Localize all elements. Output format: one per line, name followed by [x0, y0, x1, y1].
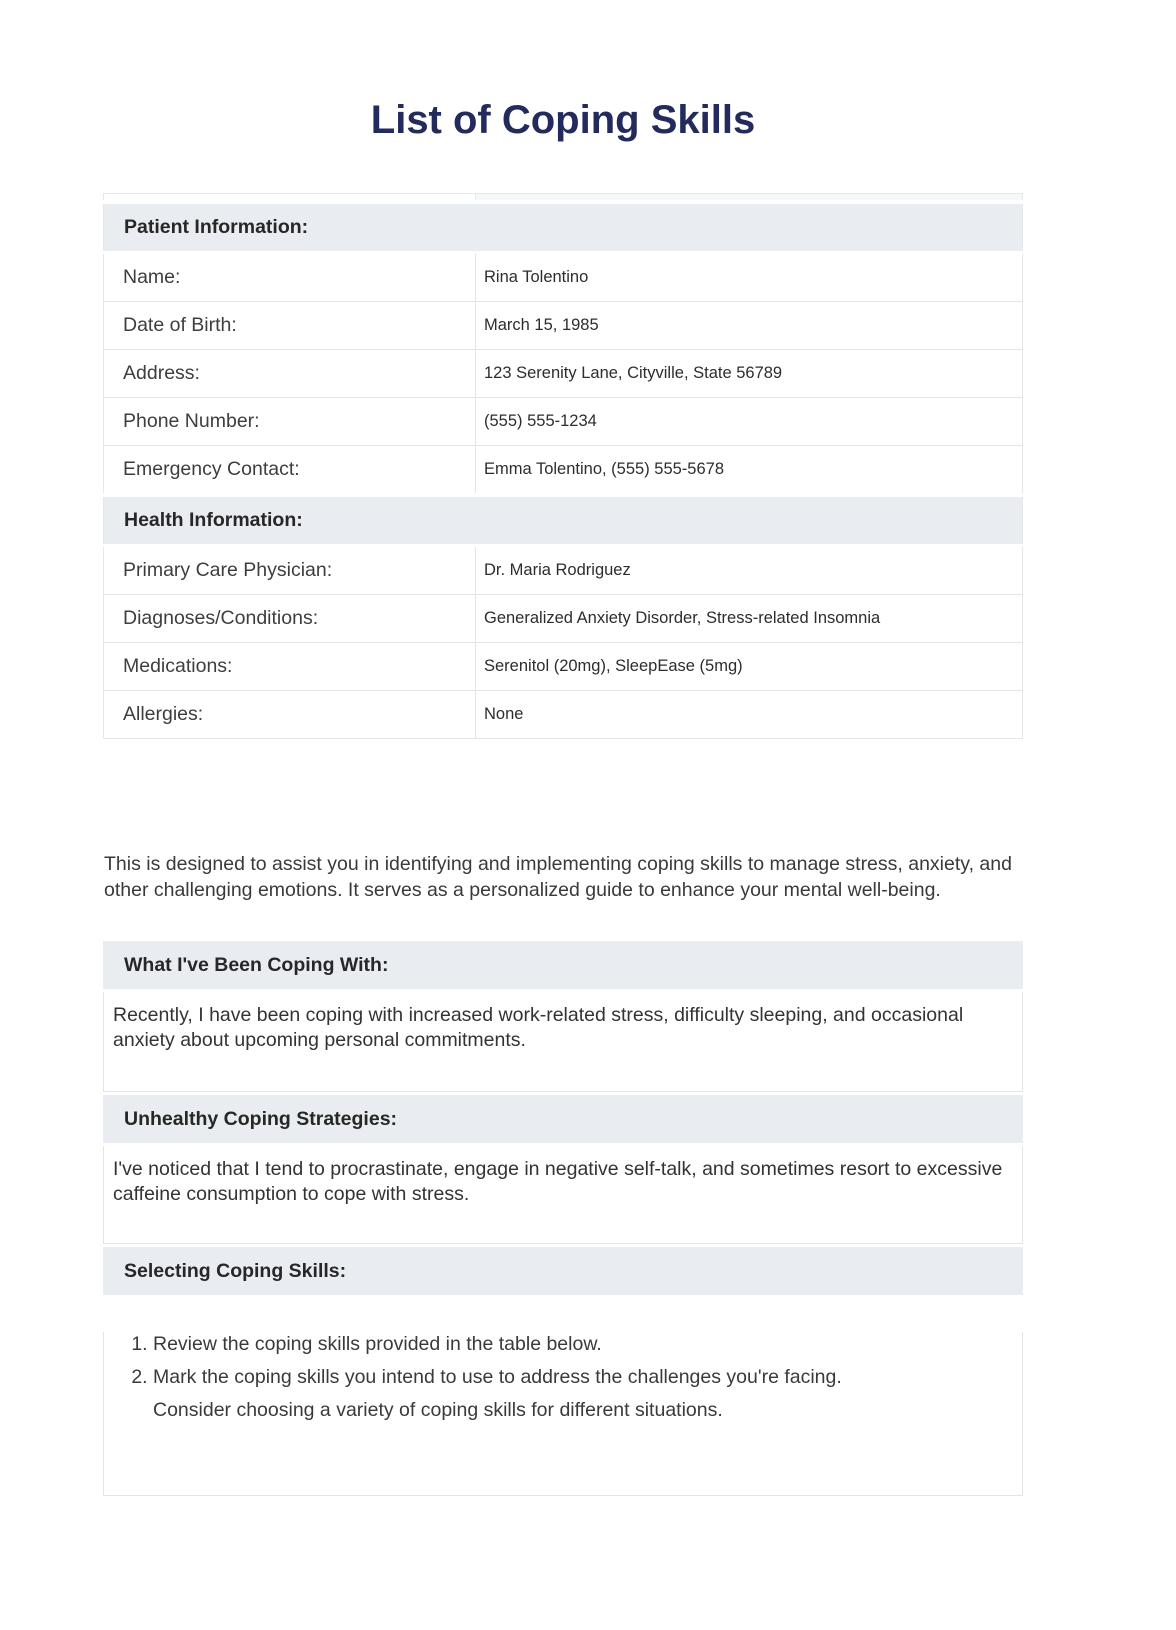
document-page: [103, 0, 1023, 1496]
section-header: Unhealthy Coping Strategies:: [103, 1095, 1023, 1143]
table-section-health-information: [104, 495, 1023, 546]
row-label: Diagnoses/Conditions:: [104, 595, 476, 643]
section-header: Selecting Coping Skills:: [103, 1247, 1023, 1295]
row-label: Date of Birth:: [104, 302, 476, 350]
table-row-date-of-birth: [104, 302, 1023, 350]
table-row-medications: [104, 643, 1023, 691]
row-value: Rina Tolentino: [476, 253, 1023, 302]
table-section-header: Health Information:: [104, 495, 1023, 546]
row-value: (555) 555-1234: [476, 398, 1023, 446]
row-value: None: [476, 691, 1023, 739]
table-section-patient-information: [104, 202, 1023, 253]
row-label: Primary Care Physician:: [104, 546, 476, 595]
coping-skills-instructions-list: [104, 1332, 1022, 1422]
table-row-allergies: [104, 691, 1023, 739]
row-value: Serenitol (20mg), SleepEase (5mg): [476, 643, 1023, 691]
table-row-primary-care-physician: [104, 546, 1023, 595]
row-value: 123 Serenity Lane, Cityville, State 56789: [476, 350, 1023, 398]
intro-paragraph: This is designed to assist you in identifying and implementing coping skills to manage stress, anxiety, and other challenging emotions. It serves as a personalized guide to enhance your mental well-being.: [104, 853, 1012, 901]
row-label: Emergency Contact:: [104, 446, 476, 496]
row-value: Dr. Maria Rodriguez: [476, 546, 1023, 595]
list-item-note: Consider choosing a variety of coping skills for different situations.: [153, 1399, 723, 1421]
section-what-ive-been-coping-with: [103, 941, 1023, 1092]
row-label: Address:: [104, 350, 476, 398]
patient-info-table: [103, 193, 1023, 739]
section-body: Recently, I have been coping with increased work-related stress, difficulty sleeping, and occasional anxiety about upcoming personal commitments.: [103, 992, 1023, 1092]
table-row-name: [104, 253, 1023, 302]
table-row-emergency-contact: [104, 446, 1023, 496]
section-body: I've noticed that I tend to procrastinate, engage in negative self-talk, and sometimes resort to excessive caffeine consumption to cope with stress.: [103, 1146, 1023, 1244]
list-item-text: Review the coping skills provided in the table below.: [153, 1333, 602, 1355]
section-body: [103, 1332, 1023, 1496]
table-row-phone-number: [104, 398, 1023, 446]
table-section-header: Patient Information:: [104, 202, 1023, 253]
row-value: Emma Tolentino, (555) 555-5678: [476, 446, 1023, 496]
section-selecting-coping-skills: [103, 1247, 1023, 1496]
row-label: Medications:: [104, 643, 476, 691]
row-label: Name:: [104, 253, 476, 302]
row-value: March 15, 1985: [476, 302, 1023, 350]
list-item: [153, 1332, 1022, 1356]
row-label: Allergies:: [104, 691, 476, 739]
page-title: List of Coping Skills: [370, 98, 756, 142]
table-row-diagnoses-conditions: [104, 595, 1023, 643]
worksheet-sections: [103, 941, 1023, 1496]
row-label: Phone Number:: [104, 398, 476, 446]
table-row-address: [104, 350, 1023, 398]
table-spacer-row: [104, 194, 1023, 203]
spacer-cell: [476, 194, 1023, 203]
list-item-text: Mark the coping skills you intend to use to address the challenges you're facing.: [153, 1366, 842, 1388]
list-item: [153, 1365, 1022, 1422]
section-header: What I've Been Coping With:: [103, 941, 1023, 989]
section-unhealthy-coping-strategies: [103, 1095, 1023, 1244]
row-value: Generalized Anxiety Disorder, Stress-related Insomnia: [476, 595, 1023, 643]
spacer-cell: [104, 194, 476, 203]
